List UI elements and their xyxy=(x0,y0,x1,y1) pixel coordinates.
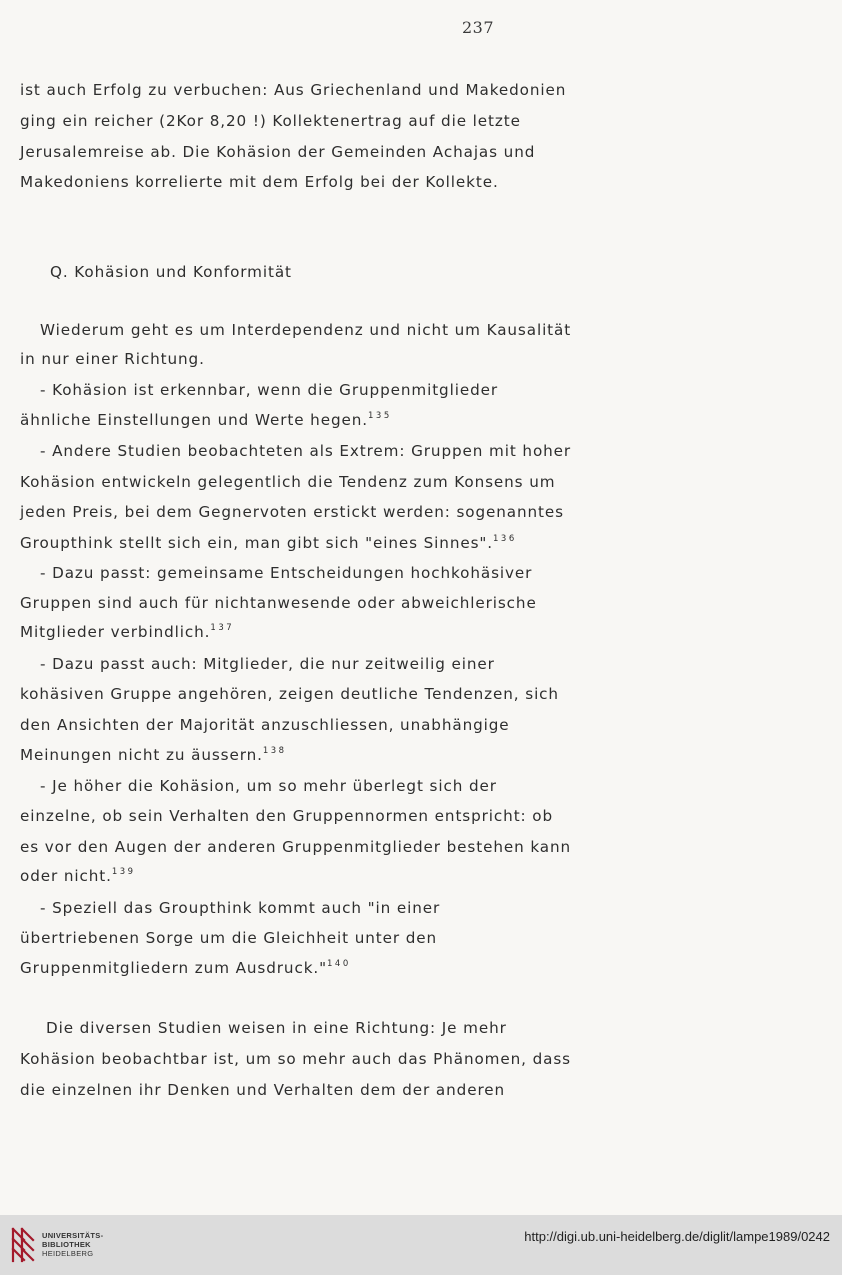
list-item-line: kohäsiven Gruppe angehören, zeigen deutliche Tendenzen, sich xyxy=(20,685,559,703)
list-item-line: Gruppenmitgliedern zum Ausdruck."$^{140}$ xyxy=(20,959,351,977)
list-item-line: - Dazu passt: gemeinsame Entscheidungen hochkohäsiver xyxy=(40,564,533,582)
list-item-line: - Je höher die Kohäsion, um so mehr überlegt sich der xyxy=(40,777,497,795)
library-logo-icon xyxy=(10,1227,36,1263)
list-item-line: Gruppen sind auch für nichtanwesende oder abweichlerische xyxy=(20,594,537,612)
list-item-line: den Ansichten der Majorität anzuschliessen, unabhängige xyxy=(20,716,510,734)
list-item-line: übertriebenen Sorge um die Gleichheit unter den xyxy=(20,929,438,947)
paragraph-line: Makedoniens korrelierte mit dem Erfolg bei der Kollekte. xyxy=(20,173,499,191)
footnote-marker: 140 xyxy=(327,959,351,969)
list-item-line: Groupthink stellt sich ein, man gibt sich "eines Sinnes".$^{136}$ xyxy=(20,534,517,552)
footer-bar xyxy=(0,1215,842,1275)
list-item-line: - Dazu passt auch: Mitglieder, die nur zeitweilig einer xyxy=(40,655,495,673)
paragraph-line: Jerusalemreise ab. Die Kohäsion der Gemeinden Achajas und xyxy=(20,143,536,161)
list-item-line: einzelne, ob sein Verhalten den Gruppennormen entspricht: ob xyxy=(20,807,554,825)
paragraph-line: Wiederum geht es um Interdependenz und nicht um Kausalität xyxy=(40,321,572,339)
list-item-line: jeden Preis, bei dem Gegnervoten erstickt werden: sogenanntes xyxy=(20,503,564,521)
list-item-line: - Speziell das Groupthink kommt auch "in einer xyxy=(40,899,441,917)
list-item-line: - Andere Studien beobachteten als Extrem: Gruppen mit hoher xyxy=(40,442,572,460)
section-heading: Q. Kohäsion und Konformität xyxy=(50,263,292,281)
footnote-marker: 137 xyxy=(210,623,235,633)
paragraph-line: die einzelnen ihr Denken und Verhalten dem der anderen xyxy=(20,1081,506,1099)
page-number: 237 xyxy=(462,18,495,37)
paragraph-line: Die diversen Studien weisen in eine Richtung: Je mehr xyxy=(46,1019,507,1037)
paragraph-line: Kohäsion beobachtbar ist, um so mehr auch das Phänomen, dass xyxy=(20,1050,571,1068)
list-item-line: Meinungen nicht zu äussern.$^{138}$ xyxy=(20,746,287,764)
paragraph-line: ging ein reicher (2Kor 8,20 !) Kollektenertrag auf die letzte xyxy=(20,112,521,130)
footnote-marker: 135 xyxy=(368,411,392,421)
list-item-line: Kohäsion entwickeln gelegentlich die Tendenz zum Konsens um xyxy=(20,473,556,491)
paragraph-line: ist auch Erfolg zu verbuchen: Aus Griechenland und Makedonien xyxy=(20,81,567,99)
list-item-line: ähnliche Einstellungen und Werte hegen.$^{135}$ xyxy=(20,411,392,429)
list-item-line: es vor den Augen der anderen Gruppenmitglieder bestehen kann xyxy=(20,838,572,856)
paragraph-line: in nur einer Richtung. xyxy=(20,350,205,368)
list-item-line: Mitglieder verbindlich.$^{137}$ xyxy=(20,623,235,641)
footnote-marker: 139 xyxy=(111,867,136,877)
source-url-link[interactable]: http://digi.ub.uni-heidelberg.de/diglit/lampe1989/0242 xyxy=(524,1229,830,1244)
library-logo[interactable] xyxy=(10,1225,130,1265)
list-item-line: - Kohäsion ist erkennbar, wenn die Gruppenmitglieder xyxy=(40,381,498,399)
library-logo-text: UNIVERSITÄTS- BIBLIOTHEK HEIDELBERG xyxy=(42,1231,104,1258)
list-item-line: oder nicht.$^{139}$ xyxy=(20,867,136,885)
footnote-marker: 136 xyxy=(493,534,517,544)
footnote-marker: 138 xyxy=(262,746,287,756)
